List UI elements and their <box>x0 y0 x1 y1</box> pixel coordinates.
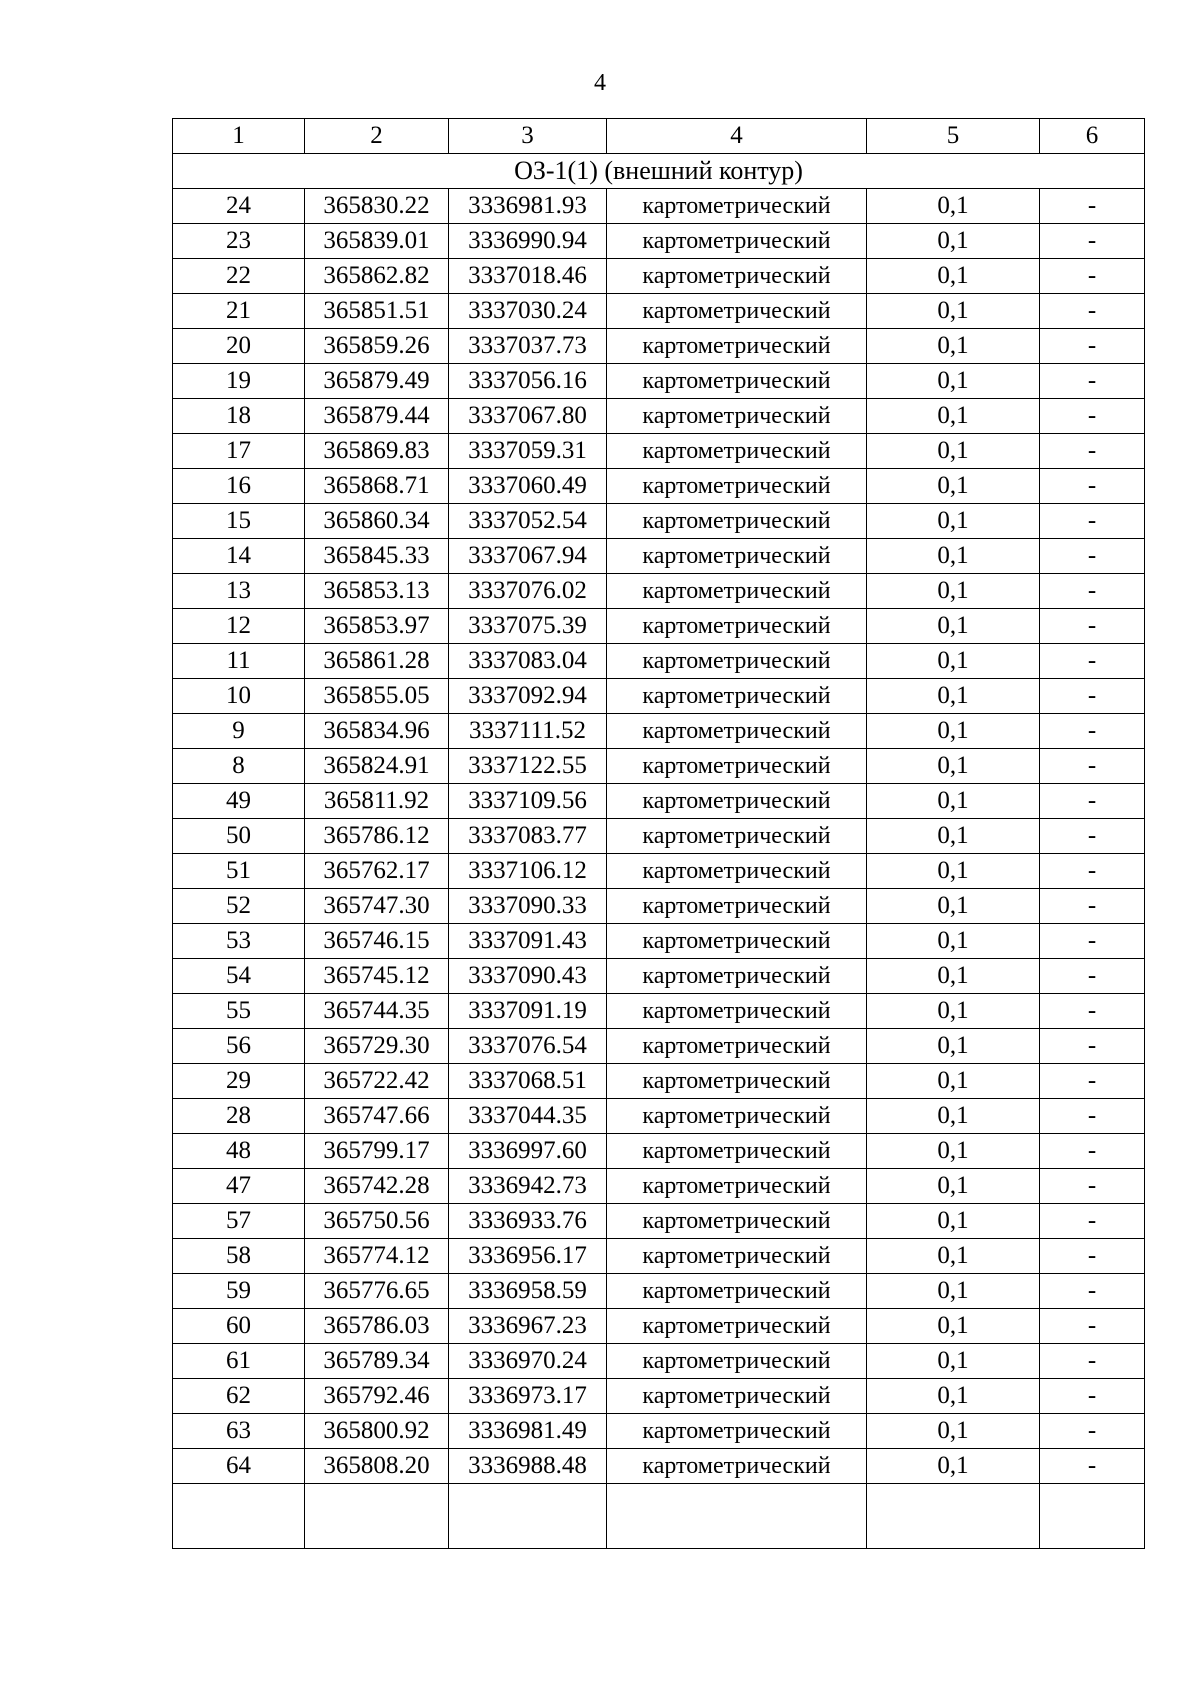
accuracy-cell: 0,1 <box>867 224 1040 259</box>
table-row <box>173 1379 1145 1414</box>
table-row <box>173 1414 1145 1449</box>
empty-cell <box>305 1484 449 1549</box>
point-number-cell: 12 <box>173 609 305 644</box>
y-coordinate-cell: 3336981.93 <box>449 189 607 224</box>
y-coordinate-cell: 3337122.55 <box>449 749 607 784</box>
y-coordinate-cell: 3337037.73 <box>449 329 607 364</box>
point-number-cell: 62 <box>173 1379 305 1414</box>
note-cell: - <box>1040 784 1145 819</box>
accuracy-cell: 0,1 <box>867 574 1040 609</box>
accuracy-cell: 0,1 <box>867 399 1040 434</box>
accuracy-cell: 0,1 <box>867 1274 1040 1309</box>
method-cell: картометрический <box>607 644 867 679</box>
point-number-cell: 20 <box>173 329 305 364</box>
empty-cell <box>1040 1484 1145 1549</box>
x-coordinate-cell: 365742.28 <box>305 1169 449 1204</box>
x-coordinate-cell: 365789.34 <box>305 1344 449 1379</box>
note-cell: - <box>1040 1239 1145 1274</box>
x-coordinate-cell: 365747.30 <box>305 889 449 924</box>
accuracy-cell: 0,1 <box>867 329 1040 364</box>
method-cell: картометрический <box>607 1134 867 1169</box>
point-number-cell: 18 <box>173 399 305 434</box>
note-cell: - <box>1040 1379 1145 1414</box>
point-number-cell: 13 <box>173 574 305 609</box>
method-cell: картометрический <box>607 539 867 574</box>
x-coordinate-cell: 365800.92 <box>305 1414 449 1449</box>
note-cell: - <box>1040 609 1145 644</box>
note-cell: - <box>1040 294 1145 329</box>
point-number-cell: 8 <box>173 749 305 784</box>
method-cell: картометрический <box>607 1029 867 1064</box>
x-coordinate-cell: 365860.34 <box>305 504 449 539</box>
x-coordinate-cell: 365722.42 <box>305 1064 449 1099</box>
point-number-cell: 14 <box>173 539 305 574</box>
note-cell: - <box>1040 924 1145 959</box>
y-coordinate-cell: 3336956.17 <box>449 1239 607 1274</box>
y-coordinate-cell: 3337090.33 <box>449 889 607 924</box>
accuracy-cell: 0,1 <box>867 1414 1040 1449</box>
y-coordinate-cell: 3337090.43 <box>449 959 607 994</box>
method-cell: картометрический <box>607 189 867 224</box>
note-cell: - <box>1040 644 1145 679</box>
page-number: 4 <box>594 70 606 96</box>
y-coordinate-cell: 3337109.56 <box>449 784 607 819</box>
y-coordinate-cell: 3337060.49 <box>449 469 607 504</box>
table-row <box>173 679 1145 714</box>
point-number-cell: 53 <box>173 924 305 959</box>
point-number-cell: 21 <box>173 294 305 329</box>
table-row <box>173 434 1145 469</box>
note-cell: - <box>1040 364 1145 399</box>
method-cell: картометрический <box>607 959 867 994</box>
note-cell: - <box>1040 819 1145 854</box>
accuracy-cell: 0,1 <box>867 1309 1040 1344</box>
accuracy-cell: 0,1 <box>867 1064 1040 1099</box>
point-number-cell: 15 <box>173 504 305 539</box>
x-coordinate-cell: 365747.66 <box>305 1099 449 1134</box>
point-number-cell: 23 <box>173 224 305 259</box>
x-coordinate-cell: 365853.97 <box>305 609 449 644</box>
accuracy-cell: 0,1 <box>867 889 1040 924</box>
method-cell: картометрический <box>607 399 867 434</box>
point-number-cell: 52 <box>173 889 305 924</box>
note-cell: - <box>1040 434 1145 469</box>
table-row <box>173 1274 1145 1309</box>
point-number-cell: 63 <box>173 1414 305 1449</box>
accuracy-cell: 0,1 <box>867 259 1040 294</box>
x-coordinate-cell: 365811.92 <box>305 784 449 819</box>
y-coordinate-cell: 3337111.52 <box>449 714 607 749</box>
accuracy-cell: 0,1 <box>867 1239 1040 1274</box>
y-coordinate-cell: 3337075.39 <box>449 609 607 644</box>
method-cell: картометрический <box>607 1344 867 1379</box>
column-header: 2 <box>305 119 449 154</box>
table-row <box>173 819 1145 854</box>
accuracy-cell: 0,1 <box>867 784 1040 819</box>
column-header: 5 <box>867 119 1040 154</box>
point-number-cell: 55 <box>173 994 305 1029</box>
table-row <box>173 1064 1145 1099</box>
point-number-cell: 48 <box>173 1134 305 1169</box>
point-number-cell: 50 <box>173 819 305 854</box>
accuracy-cell: 0,1 <box>867 1099 1040 1134</box>
method-cell: картометрический <box>607 714 867 749</box>
method-cell: картометрический <box>607 1064 867 1099</box>
note-cell: - <box>1040 679 1145 714</box>
y-coordinate-cell: 3337052.54 <box>449 504 607 539</box>
x-coordinate-cell: 365776.65 <box>305 1274 449 1309</box>
note-cell: - <box>1040 1029 1145 1064</box>
table-row <box>173 539 1145 574</box>
y-coordinate-cell: 3336933.76 <box>449 1204 607 1239</box>
x-coordinate-cell: 365845.33 <box>305 539 449 574</box>
y-coordinate-cell: 3336988.48 <box>449 1449 607 1484</box>
method-cell: картометрический <box>607 259 867 294</box>
accuracy-cell: 0,1 <box>867 1449 1040 1484</box>
table-row <box>173 1239 1145 1274</box>
method-cell: картометрический <box>607 994 867 1029</box>
point-number-cell: 29 <box>173 1064 305 1099</box>
y-coordinate-cell: 3336958.59 <box>449 1274 607 1309</box>
table-row <box>173 504 1145 539</box>
table-row <box>173 784 1145 819</box>
method-cell: картометрический <box>607 609 867 644</box>
y-coordinate-cell: 3336967.23 <box>449 1309 607 1344</box>
point-number-cell: 47 <box>173 1169 305 1204</box>
point-number-cell: 64 <box>173 1449 305 1484</box>
x-coordinate-cell: 365879.49 <box>305 364 449 399</box>
method-cell: картометрический <box>607 329 867 364</box>
table-body <box>173 119 1145 1549</box>
column-header: 3 <box>449 119 607 154</box>
y-coordinate-cell: 3336970.24 <box>449 1344 607 1379</box>
method-cell: картометрический <box>607 854 867 889</box>
x-coordinate-cell: 365744.35 <box>305 994 449 1029</box>
note-cell: - <box>1040 1344 1145 1379</box>
table-row <box>173 224 1145 259</box>
x-coordinate-cell: 365745.12 <box>305 959 449 994</box>
point-number-cell: 59 <box>173 1274 305 1309</box>
x-coordinate-cell: 365868.71 <box>305 469 449 504</box>
x-coordinate-cell: 365861.28 <box>305 644 449 679</box>
accuracy-cell: 0,1 <box>867 1134 1040 1169</box>
accuracy-cell: 0,1 <box>867 1204 1040 1239</box>
x-coordinate-cell: 365830.22 <box>305 189 449 224</box>
table-row <box>173 1449 1145 1484</box>
x-coordinate-cell: 365862.82 <box>305 259 449 294</box>
method-cell: картометрический <box>607 504 867 539</box>
table-row <box>173 714 1145 749</box>
section-title-row <box>173 154 1145 189</box>
x-coordinate-cell: 365839.01 <box>305 224 449 259</box>
method-cell: картометрический <box>607 1239 867 1274</box>
x-coordinate-cell: 365824.91 <box>305 749 449 784</box>
y-coordinate-cell: 3337092.94 <box>449 679 607 714</box>
x-coordinate-cell: 365792.46 <box>305 1379 449 1414</box>
note-cell: - <box>1040 329 1145 364</box>
method-cell: картометрический <box>607 294 867 329</box>
accuracy-cell: 0,1 <box>867 609 1040 644</box>
y-coordinate-cell: 3337067.80 <box>449 399 607 434</box>
accuracy-cell: 0,1 <box>867 539 1040 574</box>
table-row <box>173 364 1145 399</box>
accuracy-cell: 0,1 <box>867 749 1040 784</box>
table-row <box>173 994 1145 1029</box>
note-cell: - <box>1040 749 1145 784</box>
y-coordinate-cell: 3336942.73 <box>449 1169 607 1204</box>
table-row <box>173 644 1145 679</box>
point-number-cell: 17 <box>173 434 305 469</box>
note-cell: - <box>1040 854 1145 889</box>
accuracy-cell: 0,1 <box>867 679 1040 714</box>
point-number-cell: 22 <box>173 259 305 294</box>
accuracy-cell: 0,1 <box>867 994 1040 1029</box>
note-cell: - <box>1040 1204 1145 1239</box>
point-number-cell: 11 <box>173 644 305 679</box>
point-number-cell: 56 <box>173 1029 305 1064</box>
note-cell: - <box>1040 504 1145 539</box>
y-coordinate-cell: 3337106.12 <box>449 854 607 889</box>
x-coordinate-cell: 365774.12 <box>305 1239 449 1274</box>
x-coordinate-cell: 365750.56 <box>305 1204 449 1239</box>
method-cell: картометрический <box>607 1274 867 1309</box>
y-coordinate-cell: 3337068.51 <box>449 1064 607 1099</box>
table-row <box>173 189 1145 224</box>
note-cell: - <box>1040 1309 1145 1344</box>
method-cell: картометрический <box>607 679 867 714</box>
point-number-cell: 10 <box>173 679 305 714</box>
note-cell: - <box>1040 959 1145 994</box>
y-coordinate-cell: 3337076.02 <box>449 574 607 609</box>
method-cell: картометрический <box>607 784 867 819</box>
method-cell: картометрический <box>607 1449 867 1484</box>
x-coordinate-cell: 365786.12 <box>305 819 449 854</box>
y-coordinate-cell: 3337044.35 <box>449 1099 607 1134</box>
accuracy-cell: 0,1 <box>867 644 1040 679</box>
y-coordinate-cell: 3337083.77 <box>449 819 607 854</box>
table-header-row <box>173 119 1145 154</box>
table-row <box>173 1029 1145 1064</box>
column-header: 1 <box>173 119 305 154</box>
table-row <box>173 1344 1145 1379</box>
point-number-cell: 24 <box>173 189 305 224</box>
y-coordinate-cell: 3337056.16 <box>449 364 607 399</box>
x-coordinate-cell: 365762.17 <box>305 854 449 889</box>
empty-cell <box>867 1484 1040 1549</box>
column-header: 6 <box>1040 119 1145 154</box>
x-coordinate-cell: 365808.20 <box>305 1449 449 1484</box>
point-number-cell: 57 <box>173 1204 305 1239</box>
method-cell: картометрический <box>607 1099 867 1134</box>
x-coordinate-cell: 365879.44 <box>305 399 449 434</box>
note-cell: - <box>1040 889 1145 924</box>
x-coordinate-cell: 365786.03 <box>305 1309 449 1344</box>
table-row <box>173 609 1145 644</box>
method-cell: картометрический <box>607 819 867 854</box>
accuracy-cell: 0,1 <box>867 714 1040 749</box>
method-cell: картометрический <box>607 224 867 259</box>
accuracy-cell: 0,1 <box>867 924 1040 959</box>
accuracy-cell: 0,1 <box>867 819 1040 854</box>
note-cell: - <box>1040 539 1145 574</box>
table-row <box>173 294 1145 329</box>
note-cell: - <box>1040 574 1145 609</box>
point-number-cell: 28 <box>173 1099 305 1134</box>
method-cell: картометрический <box>607 749 867 784</box>
x-coordinate-cell: 365869.83 <box>305 434 449 469</box>
table-row <box>173 399 1145 434</box>
y-coordinate-cell: 3337091.19 <box>449 994 607 1029</box>
y-coordinate-cell: 3337018.46 <box>449 259 607 294</box>
method-cell: картометрический <box>607 1379 867 1414</box>
x-coordinate-cell: 365799.17 <box>305 1134 449 1169</box>
point-number-cell: 49 <box>173 784 305 819</box>
table-row <box>173 1204 1145 1239</box>
empty-row <box>173 1484 1145 1549</box>
accuracy-cell: 0,1 <box>867 434 1040 469</box>
y-coordinate-cell: 3336973.17 <box>449 1379 607 1414</box>
note-cell: - <box>1040 1449 1145 1484</box>
method-cell: картометрический <box>607 1204 867 1239</box>
y-coordinate-cell: 3337083.04 <box>449 644 607 679</box>
note-cell: - <box>1040 1414 1145 1449</box>
accuracy-cell: 0,1 <box>867 854 1040 889</box>
note-cell: - <box>1040 1099 1145 1134</box>
table-row <box>173 1099 1145 1134</box>
table-row <box>173 1309 1145 1344</box>
method-cell: картометрический <box>607 1414 867 1449</box>
y-coordinate-cell: 3336997.60 <box>449 1134 607 1169</box>
accuracy-cell: 0,1 <box>867 364 1040 399</box>
point-number-cell: 16 <box>173 469 305 504</box>
section-title: ОЗ-1(1) (внешний контур) <box>173 154 1145 189</box>
table-row <box>173 574 1145 609</box>
table-row <box>173 469 1145 504</box>
point-number-cell: 19 <box>173 364 305 399</box>
table-row <box>173 854 1145 889</box>
y-coordinate-cell: 3336981.49 <box>449 1414 607 1449</box>
table-row <box>173 924 1145 959</box>
accuracy-cell: 0,1 <box>867 1344 1040 1379</box>
x-coordinate-cell: 365746.15 <box>305 924 449 959</box>
coordinates-table <box>172 118 1145 1549</box>
accuracy-cell: 0,1 <box>867 294 1040 329</box>
table-row <box>173 329 1145 364</box>
empty-cell <box>607 1484 867 1549</box>
method-cell: картометрический <box>607 889 867 924</box>
note-cell: - <box>1040 259 1145 294</box>
accuracy-cell: 0,1 <box>867 469 1040 504</box>
note-cell: - <box>1040 1064 1145 1099</box>
column-header: 4 <box>607 119 867 154</box>
point-number-cell: 61 <box>173 1344 305 1379</box>
method-cell: картометрический <box>607 924 867 959</box>
x-coordinate-cell: 365834.96 <box>305 714 449 749</box>
accuracy-cell: 0,1 <box>867 959 1040 994</box>
method-cell: картометрический <box>607 434 867 469</box>
method-cell: картометрический <box>607 469 867 504</box>
method-cell: картометрический <box>607 364 867 399</box>
x-coordinate-cell: 365853.13 <box>305 574 449 609</box>
note-cell: - <box>1040 189 1145 224</box>
point-number-cell: 51 <box>173 854 305 889</box>
table-row <box>173 1169 1145 1204</box>
note-cell: - <box>1040 224 1145 259</box>
note-cell: - <box>1040 714 1145 749</box>
note-cell: - <box>1040 399 1145 434</box>
x-coordinate-cell: 365729.30 <box>305 1029 449 1064</box>
note-cell: - <box>1040 994 1145 1029</box>
note-cell: - <box>1040 1274 1145 1309</box>
x-coordinate-cell: 365855.05 <box>305 679 449 714</box>
table-row <box>173 749 1145 784</box>
note-cell: - <box>1040 1169 1145 1204</box>
y-coordinate-cell: 3337030.24 <box>449 294 607 329</box>
x-coordinate-cell: 365851.51 <box>305 294 449 329</box>
accuracy-cell: 0,1 <box>867 1029 1040 1064</box>
empty-cell <box>449 1484 607 1549</box>
method-cell: картометрический <box>607 574 867 609</box>
y-coordinate-cell: 3337067.94 <box>449 539 607 574</box>
table-row <box>173 259 1145 294</box>
accuracy-cell: 0,1 <box>867 1169 1040 1204</box>
y-coordinate-cell: 3337091.43 <box>449 924 607 959</box>
note-cell: - <box>1040 469 1145 504</box>
point-number-cell: 60 <box>173 1309 305 1344</box>
note-cell: - <box>1040 1134 1145 1169</box>
table-row <box>173 959 1145 994</box>
point-number-cell: 58 <box>173 1239 305 1274</box>
accuracy-cell: 0,1 <box>867 504 1040 539</box>
point-number-cell: 9 <box>173 714 305 749</box>
y-coordinate-cell: 3337076.54 <box>449 1029 607 1064</box>
y-coordinate-cell: 3337059.31 <box>449 434 607 469</box>
method-cell: картометрический <box>607 1309 867 1344</box>
table-row <box>173 1134 1145 1169</box>
accuracy-cell: 0,1 <box>867 189 1040 224</box>
y-coordinate-cell: 3336990.94 <box>449 224 607 259</box>
point-number-cell: 54 <box>173 959 305 994</box>
method-cell: картометрический <box>607 1169 867 1204</box>
x-coordinate-cell: 365859.26 <box>305 329 449 364</box>
accuracy-cell: 0,1 <box>867 1379 1040 1414</box>
empty-cell <box>173 1484 305 1549</box>
table-row <box>173 889 1145 924</box>
